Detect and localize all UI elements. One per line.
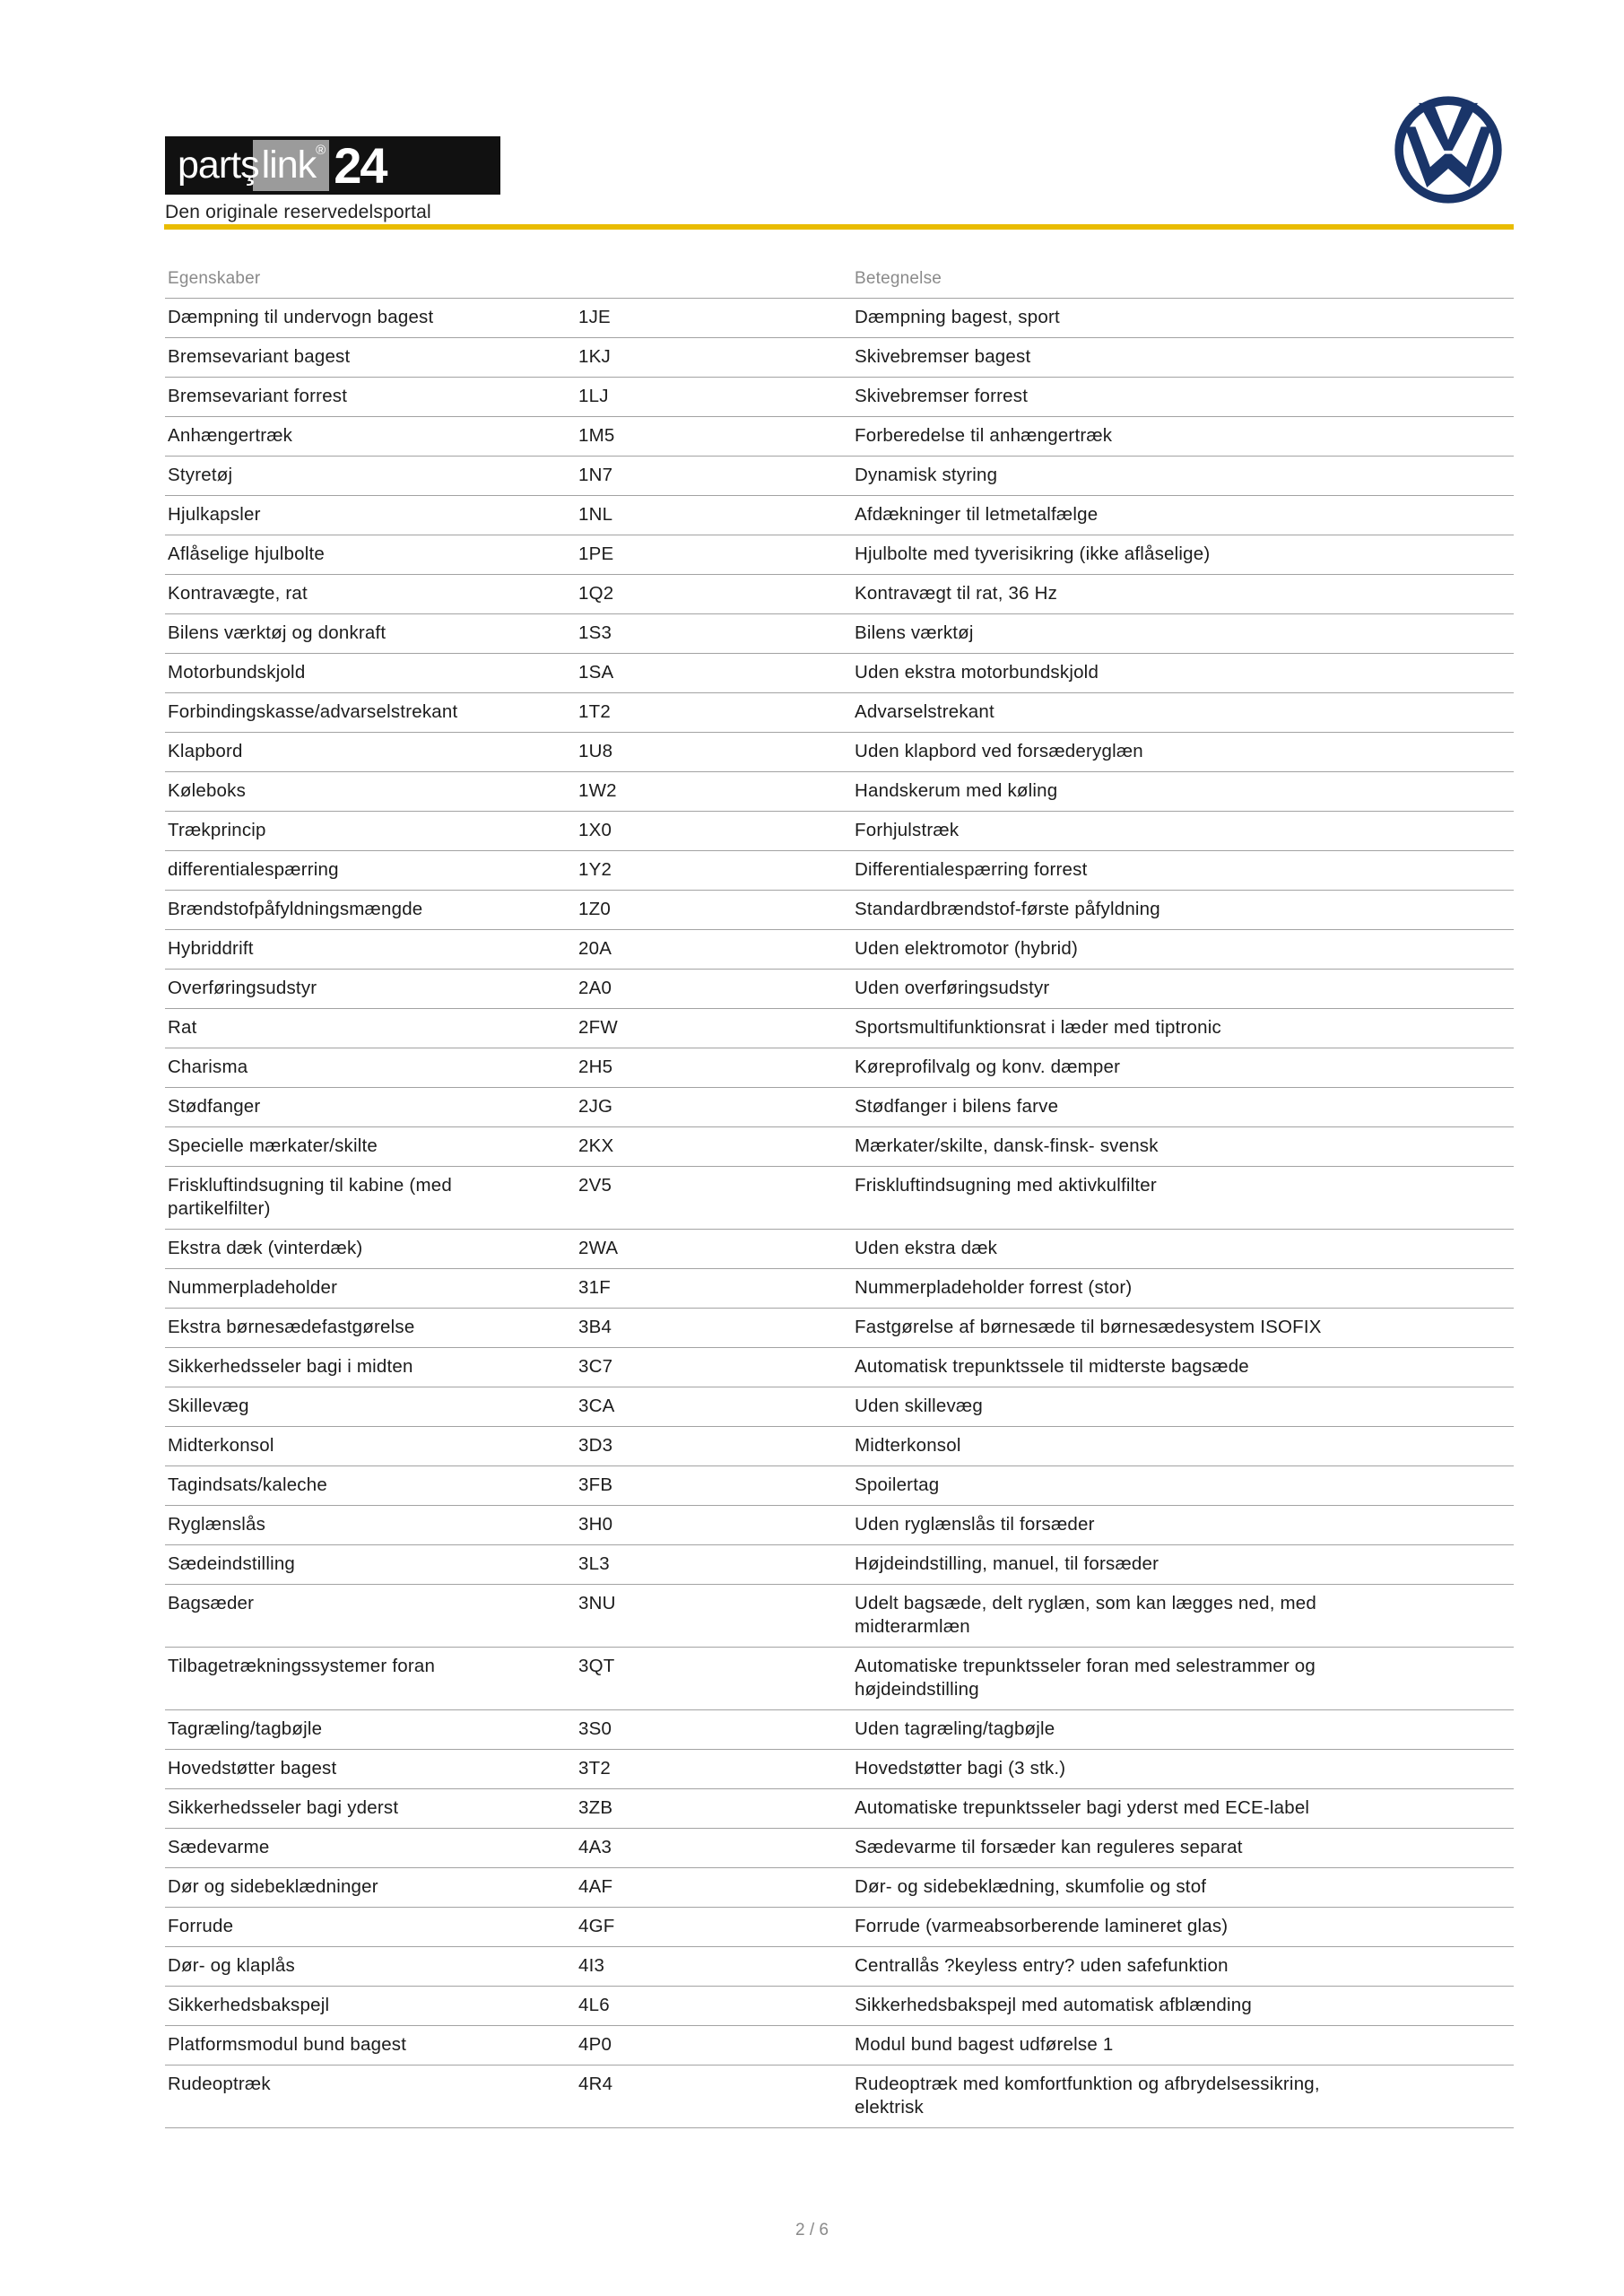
table-row (165, 1789, 1514, 1829)
property-cell: Bremsevariant forrest (168, 386, 348, 406)
table-row (165, 417, 1514, 457)
property-cell: Sikkerhedsbakspejl (168, 1995, 330, 2015)
partslink24-logo (165, 136, 500, 195)
table-row (165, 1648, 1514, 1710)
code-cell: 4GF (578, 1916, 615, 1936)
property-cell: Sædeindstilling (168, 1553, 296, 1574)
description-cell: Uden ekstra dæk (855, 1238, 998, 1258)
code-cell: 2WA (578, 1238, 619, 1258)
code-cell: 3ZB (578, 1797, 613, 1818)
property-cell: Motorbundskjold (168, 662, 306, 683)
code-cell: 3CA (578, 1396, 615, 1416)
registered-trademark-symbol: ® (316, 143, 326, 158)
code-cell: 1W2 (578, 780, 617, 801)
code-cell: 1T2 (578, 701, 611, 722)
description-cell: Automatisk trepunktssele til midterste bagsæde (855, 1356, 1249, 1377)
table-row (165, 1387, 1514, 1427)
description-cell: Uden ekstra motorbundskjold (855, 662, 1099, 683)
property-cell: Sikkerhedsseler bagi yderst (168, 1797, 399, 1818)
property-cell: Sædevarme (168, 1837, 270, 1857)
property-cell: Kontravægte, rat (168, 583, 308, 604)
table-row (165, 1167, 1514, 1230)
description-cell: Fastgørelse af børnesæde til børnesædesystem ISOFIX (855, 1317, 1322, 1337)
property-cell: Trækprincip (168, 820, 266, 840)
property-cell: Platformsmodul bund bagest (168, 2034, 407, 2055)
code-cell: 4L6 (578, 1995, 610, 2015)
property-cell: Forbindingskasse/advarselstrekant (168, 701, 458, 722)
description-cell: Dynamisk styring (855, 465, 998, 485)
description-cell: Kontravægt til rat, 36 Hz (855, 583, 1058, 604)
property-cell: Køleboks (168, 780, 247, 801)
code-cell: 1JE (578, 307, 611, 327)
property-cell: Bagsæder (168, 1593, 255, 1613)
column-header-code-spacer (578, 267, 855, 291)
table-row (165, 1427, 1514, 1466)
logo-link-panel (253, 140, 330, 191)
property-cell: Styretøj (168, 465, 233, 485)
table-row (165, 1750, 1514, 1789)
code-cell: 1Q2 (578, 583, 614, 604)
code-cell: 3S0 (578, 1718, 612, 1739)
code-cell: 4I3 (578, 1955, 605, 1976)
property-cell: Dæmpning til undervogn bagest (168, 307, 434, 327)
table-row (165, 299, 1514, 338)
table-row (165, 1009, 1514, 1048)
table-row (165, 1545, 1514, 1585)
code-cell: 1N7 (578, 465, 613, 485)
equipment-codes-table (165, 265, 1514, 2128)
property-cell: differentialespærring (168, 859, 339, 880)
property-cell: Tilbagetrækningssystemer foran (168, 1656, 436, 1676)
logo-stylized-s: ş (240, 144, 260, 187)
description-cell: Sikkerhedsbakspejl med automatisk afblænding (855, 1995, 1252, 2015)
table-row (165, 930, 1514, 970)
code-cell: 31F (578, 1277, 611, 1298)
logo-text-link: link (261, 144, 317, 187)
code-cell: 4R4 (578, 2074, 613, 2094)
code-cell: 3H0 (578, 1514, 613, 1535)
description-cell: Centrallås ?keyless entry? uden safefunktion (855, 1955, 1229, 1976)
description-cell: Spoilertag (855, 1474, 940, 1495)
table-row (165, 1127, 1514, 1167)
description-cell: Nummerpladeholder forrest (stor) (855, 1277, 1133, 1298)
description-cell: Handskerum med køling (855, 780, 1058, 801)
description-cell: Midterkonsol (855, 1435, 961, 1456)
property-cell: Midterkonsol (168, 1435, 274, 1456)
description-cell: Automatiske trepunktsseler foran med selestrammer og højdeindstilling (855, 1656, 1316, 1700)
table-row (165, 575, 1514, 614)
code-cell: 1SA (578, 662, 614, 683)
table-row (165, 772, 1514, 812)
property-cell: Tagindsats/kaleche (168, 1474, 327, 1495)
code-cell: 3NU (578, 1593, 616, 1613)
description-cell: Skivebremser forrest (855, 386, 1029, 406)
property-cell: Bilens værktøj og donkraft (168, 622, 386, 643)
code-cell: 4AF (578, 1876, 613, 1897)
code-cell: 1KJ (578, 346, 611, 367)
table-row (165, 1868, 1514, 1908)
logo-text-part: part (178, 144, 241, 187)
table-row (165, 812, 1514, 851)
code-cell: 1U8 (578, 741, 613, 761)
property-cell: Skillevæg (168, 1396, 249, 1416)
table-row (165, 1466, 1514, 1506)
table-row (165, 1585, 1514, 1648)
property-cell: Ekstra dæk (vinterdæk) (168, 1238, 363, 1258)
description-cell: Advarselstrekant (855, 701, 994, 722)
table-row (165, 2026, 1514, 2066)
property-cell: Aflåselige hjulbolte (168, 544, 325, 564)
table-row (165, 891, 1514, 930)
table-row (165, 457, 1514, 496)
property-cell: Bremsevariant bagest (168, 346, 351, 367)
property-cell: Stødfanger (168, 1096, 261, 1117)
description-cell: Automatiske trepunktsseler bagi yderst med ECE-label (855, 1797, 1310, 1818)
code-cell: 3QT (578, 1656, 615, 1676)
description-cell: Uden klapbord ved forsæderyglæn (855, 741, 1143, 761)
property-cell: Ryglænslås (168, 1514, 266, 1535)
code-cell: 4A3 (578, 1837, 612, 1857)
table-row (165, 535, 1514, 575)
table-row (165, 378, 1514, 417)
code-cell: 4P0 (578, 2034, 612, 2055)
description-cell: Afdækninger til letmetalfælge (855, 504, 1099, 525)
description-cell: Mærkater/skilte, dansk-finsk- svensk (855, 1135, 1159, 1156)
table-row (165, 970, 1514, 1009)
description-cell: Standardbrændstof-første påfyldning (855, 899, 1160, 919)
description-cell: Sportsmultifunktionsrat i læder med tiptronic (855, 1017, 1221, 1038)
code-cell: 3L3 (578, 1553, 610, 1574)
table-row (165, 693, 1514, 733)
description-cell: Forberedelse til anhængertræk (855, 425, 1113, 446)
table-row (165, 1506, 1514, 1545)
page-number-indicator: 2 / 6 (795, 2221, 829, 2239)
property-cell: Dør og sidebeklædninger (168, 1876, 378, 1897)
table-row (165, 1987, 1514, 2026)
property-cell: Hybriddrift (168, 938, 254, 959)
description-cell: Køreprofilvalg og konv. dæmper (855, 1057, 1121, 1077)
description-cell: Højdeindstilling, manuel, til forsæder (855, 1553, 1159, 1574)
property-cell: Friskluftindsugning til kabine (med partikelfilter) (168, 1175, 452, 1219)
code-cell: 2A0 (578, 978, 612, 998)
table-row (165, 614, 1514, 654)
property-cell: Rat (168, 1017, 197, 1038)
property-cell: Tagræling/tagbøjle (168, 1718, 323, 1739)
description-cell: Uden overføringsudstyr (855, 978, 1050, 998)
table-row (165, 1230, 1514, 1269)
column-header-betegnelse: Betegnelse (855, 269, 942, 288)
code-cell: 3D3 (578, 1435, 613, 1456)
description-cell: Bilens værktøj (855, 622, 974, 643)
table-row (165, 1088, 1514, 1127)
column-header-egenskaber: Egenskaber (168, 269, 261, 288)
property-cell: Anhængertræk (168, 425, 293, 446)
brand-tagline: Den originale reservedelsportal (165, 202, 431, 222)
property-cell: Specielle mærkater/skilte (168, 1135, 378, 1156)
property-cell: Hovedstøtter bagest (168, 1758, 337, 1779)
table-header-row (165, 265, 1514, 299)
partslink24-brand (165, 136, 500, 223)
code-cell: 1M5 (578, 425, 615, 446)
table-row (165, 1908, 1514, 1947)
code-cell: 2H5 (578, 1057, 613, 1077)
description-cell: Forrude (varmeabsorberende lamineret glas) (855, 1916, 1229, 1936)
description-cell: Modul bund bagest udførelse 1 (855, 2034, 1114, 2055)
property-cell: Ekstra børnesædefastgørelse (168, 1317, 415, 1337)
code-cell: 3T2 (578, 1758, 611, 1779)
table-row (165, 1309, 1514, 1348)
table-row (165, 1048, 1514, 1088)
code-cell: 1PE (578, 544, 614, 564)
table-row (165, 654, 1514, 693)
table-row (165, 2066, 1514, 2128)
description-cell: Skivebremser bagest (855, 346, 1031, 367)
description-cell: Hovedstøtter bagi (3 stk.) (855, 1758, 1066, 1779)
code-cell: 2FW (578, 1017, 618, 1038)
description-cell: Dør- og sidebeklædning, skumfolie og stof (855, 1876, 1207, 1897)
description-cell: Uden tagræling/tagbøjle (855, 1718, 1055, 1739)
description-cell: Sædevarme til forsæder kan reguleres separat (855, 1837, 1243, 1857)
table-row (165, 851, 1514, 891)
description-cell: Rudeoptræk med komfortfunktion og afbrydelsessikring, elektrisk (855, 2074, 1320, 2118)
property-cell: Rudeoptræk (168, 2074, 271, 2094)
code-cell: 1Z0 (578, 899, 611, 919)
property-cell: Sikkerhedsseler bagi i midten (168, 1356, 413, 1377)
description-cell: Forhjulstræk (855, 820, 960, 840)
table-body (165, 299, 1514, 2128)
property-cell: Charisma (168, 1057, 248, 1077)
property-cell: Brændstofpåfyldningsmængde (168, 899, 423, 919)
description-cell: Uden ryglænslås til forsæder (855, 1514, 1095, 1535)
description-cell: Differentialespærring forrest (855, 859, 1088, 880)
code-cell: 1NL (578, 504, 613, 525)
table-row (165, 1269, 1514, 1309)
description-cell: Uden elektromotor (hybrid) (855, 938, 1079, 959)
table-row (165, 733, 1514, 772)
property-cell: Nummerpladeholder (168, 1277, 338, 1298)
code-cell: 2V5 (578, 1175, 612, 1196)
code-cell: 3FB (578, 1474, 613, 1495)
code-cell: 1S3 (578, 622, 612, 643)
description-cell: Friskluftindsugning med aktivkulfilter (855, 1175, 1157, 1196)
description-cell: Stødfanger i bilens farve (855, 1096, 1059, 1117)
property-cell: Hjulkapsler (168, 504, 261, 525)
table-row (165, 496, 1514, 535)
code-cell: 3B4 (578, 1317, 612, 1337)
code-cell: 20A (578, 938, 612, 959)
code-cell: 3C7 (578, 1356, 613, 1377)
code-cell: 1X0 (578, 820, 612, 840)
table-row (165, 1348, 1514, 1387)
property-cell: Forrude (168, 1916, 234, 1936)
code-cell: 2JG (578, 1096, 613, 1117)
table-row (165, 1829, 1514, 1868)
table-row (165, 338, 1514, 378)
description-cell: Udelt bagsæde, delt ryglæn, som kan lægges ned, med midterarmlæn (855, 1593, 1317, 1637)
logo-text-24: 24 (334, 136, 386, 194)
code-cell: 1Y2 (578, 859, 612, 880)
property-cell: Klapbord (168, 741, 243, 761)
property-cell: Dør- og klaplås (168, 1955, 295, 1976)
table-row (165, 1710, 1514, 1750)
description-cell: Dæmpning bagest, sport (855, 307, 1060, 327)
description-cell: Uden skillevæg (855, 1396, 983, 1416)
brand-yellow-divider (164, 224, 1514, 230)
property-cell: Overføringsudstyr (168, 978, 317, 998)
code-cell: 1LJ (578, 386, 609, 406)
code-cell: 2KX (578, 1135, 614, 1156)
table-row (165, 1947, 1514, 1987)
vw-logo-icon (1391, 92, 1506, 207)
description-cell: Hjulbolte med tyverisikring (ikke aflåselige) (855, 544, 1211, 564)
vw-roundel-svg (1391, 92, 1506, 207)
